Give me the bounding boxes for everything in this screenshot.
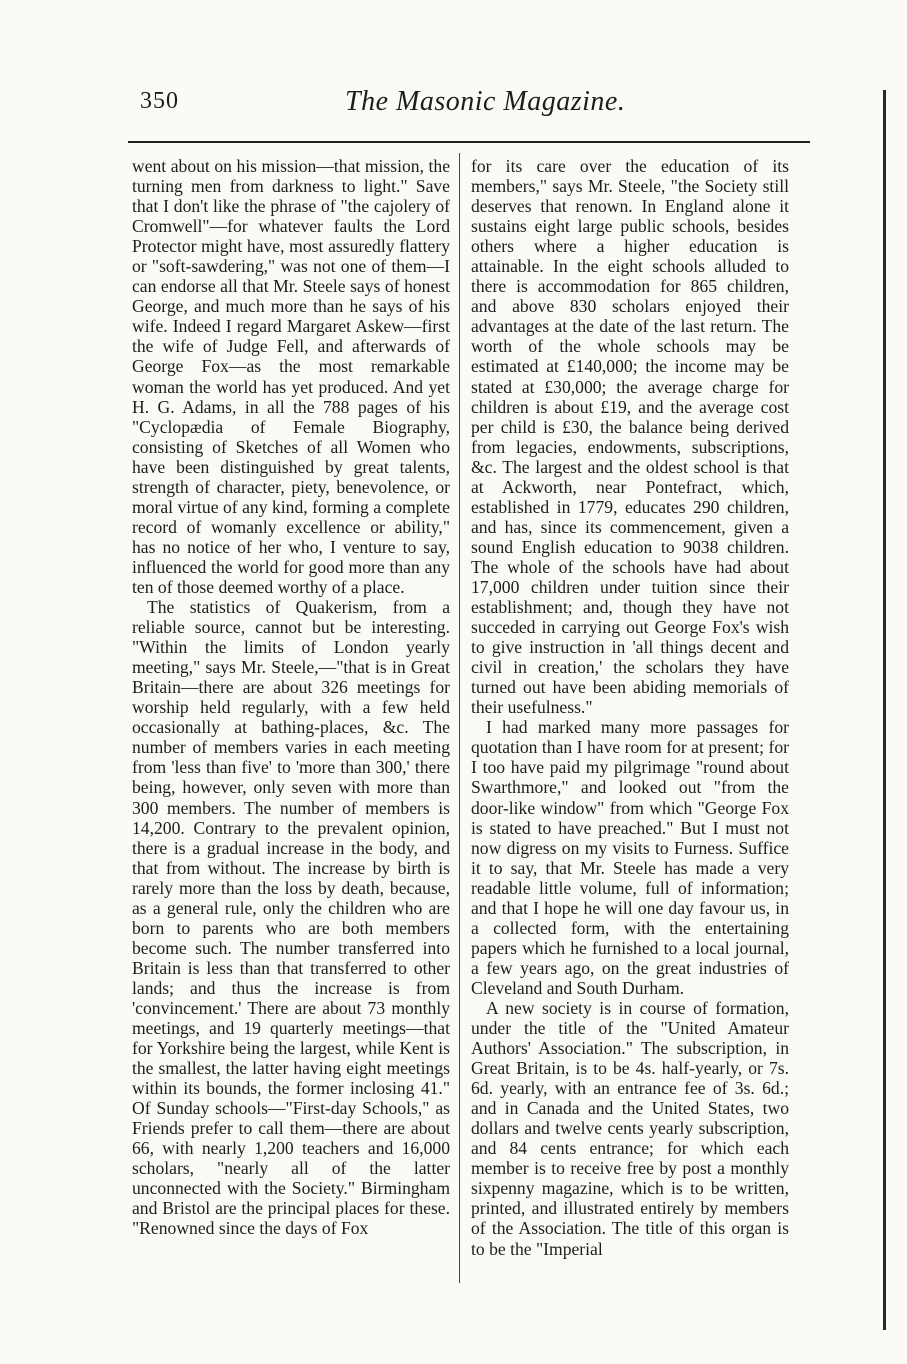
page-edge-line [883, 90, 886, 1330]
running-title: The Masonic Magazine. [345, 86, 626, 117]
paragraph: for its care over the education of its members," says Mr. Steele, "the Society still deserves that renown. In England alone it sustains eight large public schools, besides others where a higher education is attainable. In the eight schools alluded to there is accommodation for 865 children, and above 830 scholars enjoyed their advantages at the date of the last return. The worth of the whole schools may be estimated at £140,000; the income may be stated at £30,000; the average charge for children is about £19, and the average cost per child is £30, the balance being derived from legacies, endowments, subscriptions, &c. The largest and the oldest school is that at Ackworth, near Pontefract, which, established in 1779, educates 290 children, and has, since its commencement, given a sound English education to 9038 children. The whole of the schools have had about 17,000 children under tuition since their establishment; and, though they have not succeded in carrying out George Fox's wish to give instruction in 'all things decent and civil in creation,' the scholars they have turned out have been abiding memorials of their usefulness." [471, 156, 789, 718]
page-header [130, 86, 810, 126]
column-divider [459, 153, 460, 1283]
right-column [471, 156, 789, 1259]
left-column [132, 156, 450, 1239]
paragraph: went about on his mission—that mission, the turning men from darkness to light." Save that I don't like the phrase of "the cajolery of Cromwell"—for whatever faults the Lord Protector might have, most assuredly flattery or "soft-sawdering," was not one of them—I can endorse all that Mr. Steele says of honest George, and much more than he says of his wife. Indeed I regard Margaret Askew—first the wife of Judge Fell, and afterwards of George Fox—as the most remarkable woman the world has yet produced. And yet H. G. Adams, in all the 788 pages of his "Cyclopædia of Female Biography, consisting of Sketches of all Women who have been distinguished by great talents, strength of character, piety, benevolence, or moral virtue of any kind, forming a complete record of womanly excellence or ability," has no notice of her who, I venture to say, influenced the world for good more than any ten of those deemed worthy of a place. [132, 156, 450, 597]
paragraph: I had marked many more passages for quotation than I have room for at present; for I too have paid my pilgrimage "round about Swarthmore," and looked out "from the door-like window" from which "George Fox is stated to have preached." But I must not now digress on my visits to Furness. Suffice it to say, that Mr. Steele has made a very readable little volume, full of information; and that I hope he will one day favour us, in a collected form, with the entertaining papers which he furnished to a local journal, a few years ago, on the great industries of Cleveland and South Durham. [471, 717, 789, 998]
header-rule [128, 141, 810, 143]
paragraph: A new society is in course of formation, under the title of the "United Amateur Authors' Association." The subscription, in Great Britain, is to be 4s. half-yearly, or 7s. 6d. yearly, with an entrance fee of 3s. 6d.; and in Canada and the United States, two dollars and twelve cents yearly subscription, and 84 cents entrance; for which each member is to receive free by post a monthly sixpenny magazine, which is to be written, printed, and illustrated entirely by members of the Association. The title of this organ is to be the "Imperial [471, 997, 789, 1259]
page-number: 350 [140, 88, 179, 114]
paragraph: The statistics of Quakerism, from a reliable source, cannot but be interesting. "Within the limits of London yearly meeting," says Mr. Steele,—"that is in Great Britain—there are about 326 meetings for worship held regularly, with a few held occasionally at bathing-places, &c. The number of members varies in each meeting from 'less than five' to 'more than 300,' there being, however, only seven with more than 300 members. The number of members is 14,200. Contrary to the prevalent opinion, there is a gradual increase in the body, and that from without. The increase by birth is rarely more than the loss by death, because, as a general rule, only the children who are born to parents who are both members become such. The number transferred into Britain is less than that transferred to other lands; and thus the increase is from 'convincement.' There are about 73 monthly meetings, and 19 quarterly meetings—that for Yorkshire being the largest, while Kent is the smallest, the latter having eight meetings within its bounds, the former inclosing 41." Of Sunday schools—"First-day Schools," as Friends prefer to call them—there are about 66, with nearly 1,200 teachers and 16,000 scholars, "nearly all of the latter unconnected with the Society." Birmingham and Bristol are the principal places for these. "Renowned since the days of Fox [132, 597, 450, 1239]
